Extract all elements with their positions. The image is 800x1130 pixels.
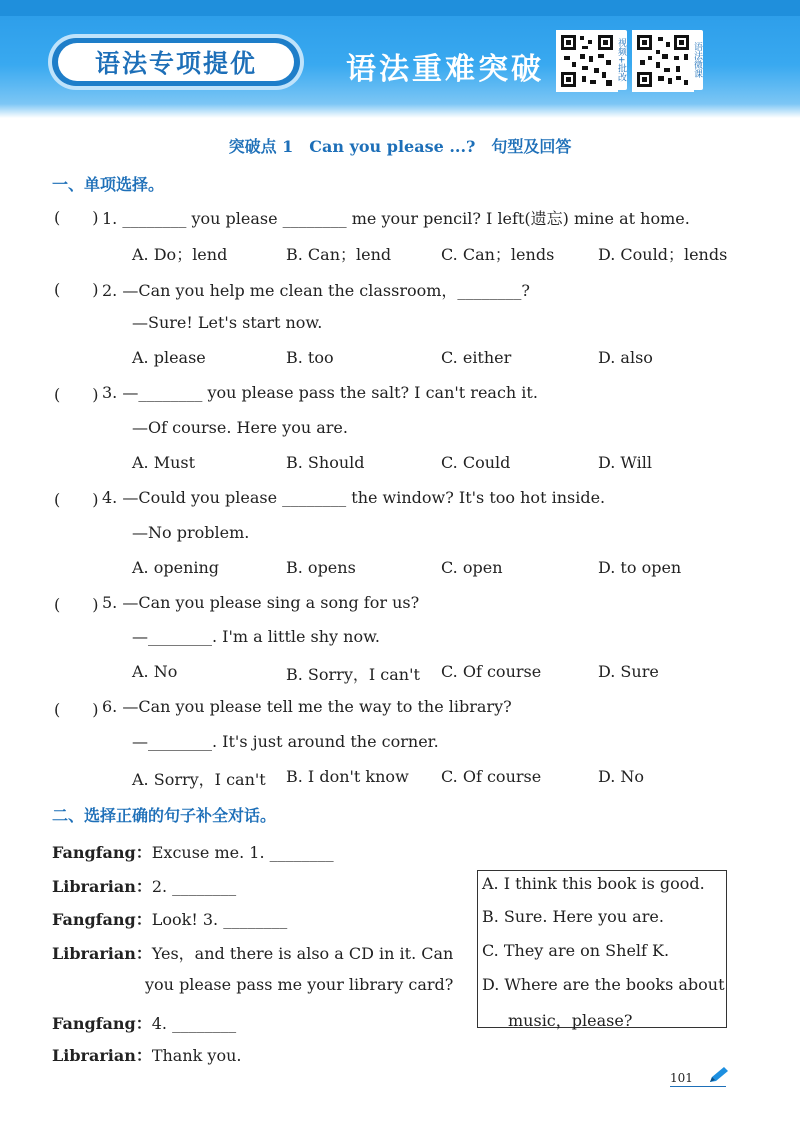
q2-option-c: C. either	[441, 348, 512, 367]
qr-tag-video: 视频+批改	[614, 30, 627, 90]
dialogue-text: Thank you.	[151, 1046, 242, 1065]
speaker: Librarian：	[52, 877, 152, 896]
q5-option-d: D. Sure	[598, 662, 659, 681]
q5-option-a: A. No	[132, 662, 178, 681]
speaker: Fangfang：	[52, 1014, 152, 1033]
question-6-line: 6. —Can you please tell me the way to the library?	[102, 697, 512, 716]
q1-option-a: A. Do；lend	[132, 245, 228, 264]
choice-b: B. Sure. Here you are.	[482, 907, 664, 926]
dialogue-line	[52, 941, 453, 964]
speaker: Fangfang：	[52, 910, 152, 929]
dialogue-line-continued: you please pass me your library card?	[145, 975, 454, 994]
speaker: Librarian：	[52, 944, 152, 963]
dialogue-text: Look! 3. ________	[151, 910, 288, 929]
part1-heading: 一、单项选择。	[52, 175, 165, 194]
dialogue-line	[52, 840, 334, 863]
q6-option-d: D. No	[598, 767, 645, 786]
q2-option-d: D. also	[598, 348, 653, 367]
choice-c: C. They are on Shelf K.	[482, 941, 670, 960]
topic-pill-inner	[58, 43, 294, 81]
answer-paren[interactable]: ( )	[54, 280, 99, 299]
dialogue-text: Yes，and there is also a CD in it. Can	[151, 944, 454, 963]
q3-option-c: C. Could	[441, 453, 511, 472]
question-5-reply: —________. I'm a little shy now.	[132, 627, 380, 646]
qr-tag-microlesson: 语法微课	[690, 30, 703, 90]
q4-option-a: A. opening	[132, 558, 220, 577]
choice-a: A. I think this book is good.	[482, 874, 705, 893]
question-2-line: 2. —Can you help me clean the classroom，________?	[102, 281, 531, 300]
dialogue-line	[52, 1011, 236, 1034]
speaker: Fangfang：	[52, 843, 152, 862]
q6-option-a: A. Sorry，I can't	[132, 770, 266, 789]
q5-option-c: C. Of course	[441, 662, 542, 681]
dialogue-line	[52, 907, 287, 930]
q6-option-b: B. I don't know	[286, 767, 409, 786]
question-5-line: 5. —Can you please sing a song for us?	[102, 593, 420, 612]
question-4-reply: —No problem.	[132, 523, 250, 542]
qr-code-icon[interactable]	[632, 30, 694, 92]
answer-paren[interactable]: ( )	[54, 385, 99, 404]
question-2-reply: —Sure! Let's start now.	[132, 313, 323, 332]
q4-option-d: D. to open	[598, 558, 682, 577]
choice-d: D. Where are the books about	[482, 975, 725, 994]
q3-option-d: D. Will	[598, 453, 652, 472]
section-title: 突破点 1 Can you please ...? 句型及回答	[228, 137, 572, 156]
q3-option-a: A. Must	[132, 453, 196, 472]
question-1-line: 1. ________ you please ________ me your pencil? I left(遗忘) mine at home.	[102, 209, 690, 228]
speaker: Librarian：	[52, 1046, 152, 1065]
q5-option-b: B. Sorry，I can't	[286, 665, 420, 684]
q3-option-b: B. Should	[286, 453, 365, 472]
dialogue-text: 4. ________	[151, 1014, 237, 1033]
question-3-line: 3. —________ you please pass the salt? I can't reach it.	[102, 383, 538, 402]
question-4-line: 4. —Could you please ________ the window? It's too hot inside.	[102, 488, 606, 507]
dialogue-text: Excuse me. 1. ________	[151, 843, 334, 862]
part2-heading: 二、选择正确的句子补全对话。	[52, 806, 277, 825]
answer-paren[interactable]: ( )	[54, 700, 99, 719]
q1-option-d: D. Could；lends	[598, 245, 728, 264]
qr-code-icon[interactable]	[556, 30, 618, 92]
dialogue-line	[52, 1043, 242, 1066]
q4-option-b: B. opens	[286, 558, 356, 577]
q4-option-c: C. open	[441, 558, 503, 577]
choice-d-continued: music，please?	[508, 1011, 633, 1030]
question-3-reply: —Of course. Here you are.	[132, 418, 348, 437]
q6-option-c: C. Of course	[441, 767, 542, 786]
topic-pill	[52, 38, 300, 86]
pencil-icon	[708, 1066, 730, 1088]
q2-option-a: A. please	[132, 348, 206, 367]
dialogue-line	[52, 874, 236, 897]
topic-pill-label: 语法专项提优	[94, 49, 257, 78]
question-6-reply: —________. It's just around the corner.	[132, 732, 439, 751]
q1-option-c: C. Can；lends	[441, 245, 555, 264]
q1-option-b: B. Can；lend	[286, 245, 392, 264]
answer-paren[interactable]: ( )	[54, 208, 99, 227]
answer-paren[interactable]: ( )	[54, 595, 99, 614]
answer-paren[interactable]: ( )	[54, 490, 99, 509]
dialogue-text: 2. ________	[151, 877, 237, 896]
banner-title: 语法重难突破	[346, 52, 544, 87]
header-banner	[0, 0, 800, 118]
q2-option-b: B. too	[286, 348, 334, 367]
page-number: 101	[670, 1071, 726, 1087]
choices-box	[477, 870, 727, 1028]
banner-strip	[0, 0, 800, 16]
